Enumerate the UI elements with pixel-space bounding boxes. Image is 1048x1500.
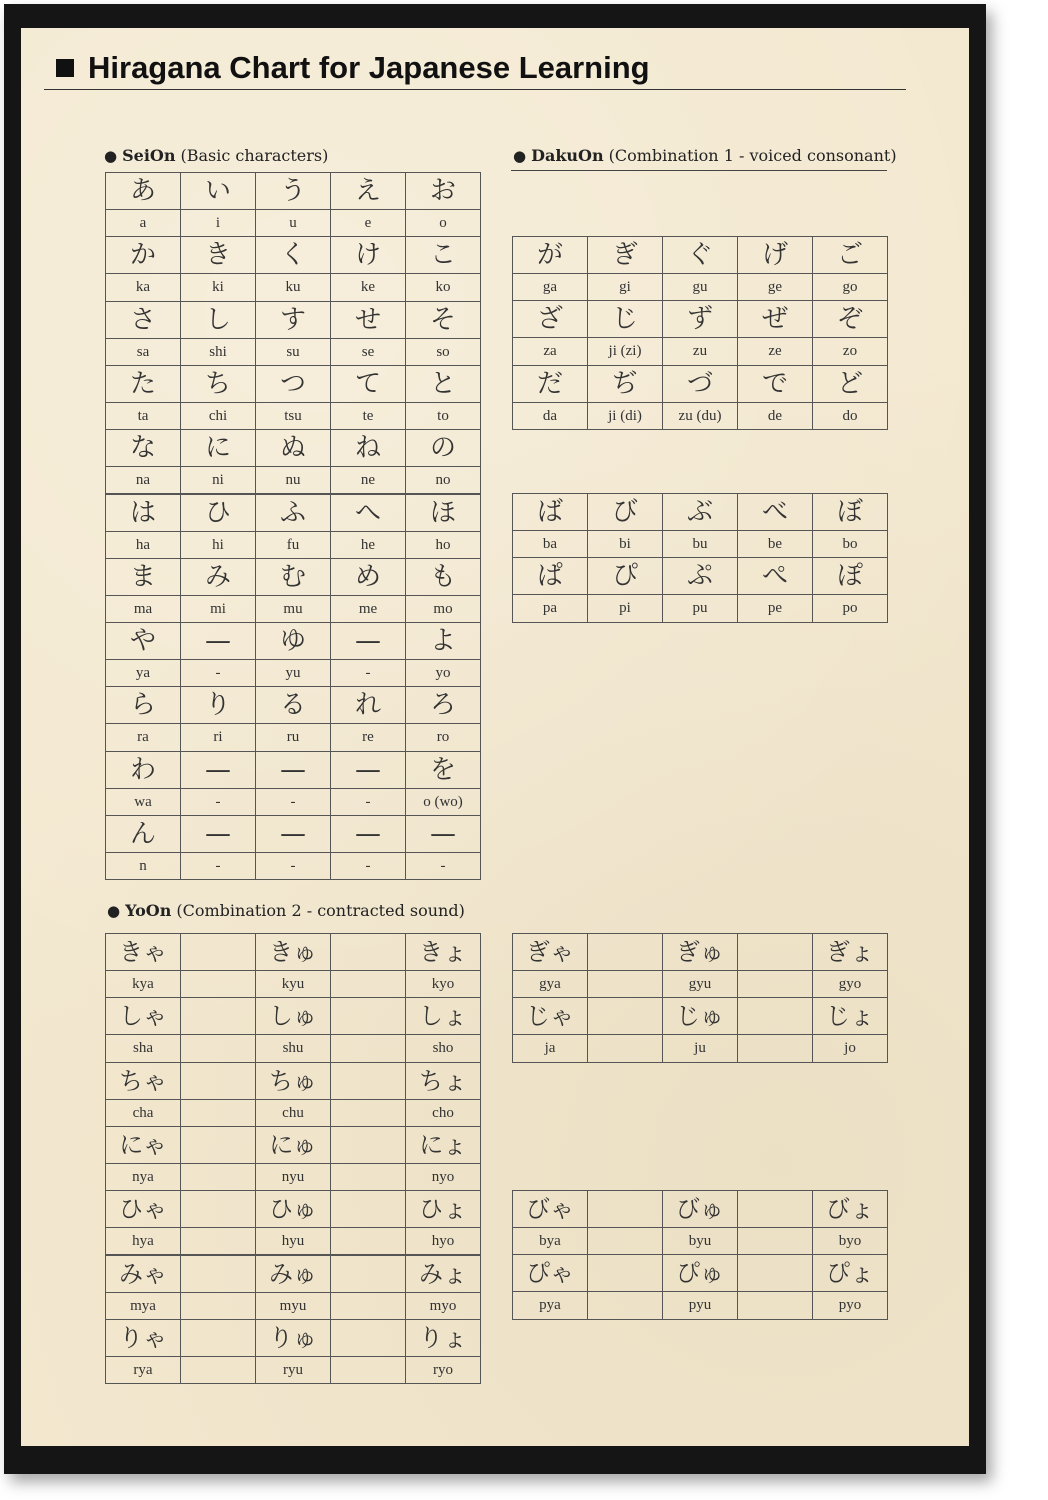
romaji-cell: - bbox=[405, 852, 481, 880]
yoon-voiced-grid-1 bbox=[512, 933, 888, 1063]
kana-cell bbox=[180, 1190, 256, 1228]
romaji-cell: pyu bbox=[662, 1291, 738, 1319]
kana-cell: にゅ bbox=[255, 1126, 331, 1164]
kana-cell: ぺ bbox=[737, 557, 813, 595]
kana-cell: ざ bbox=[512, 300, 588, 338]
kana-cell bbox=[737, 997, 813, 1035]
romaji-cell: zu (du) bbox=[662, 402, 738, 430]
kana-cell: みょ bbox=[405, 1255, 481, 1293]
kana-cell: ぽ bbox=[812, 557, 888, 595]
romaji-cell: bi bbox=[587, 530, 663, 558]
romaji-cell: hyo bbox=[405, 1227, 481, 1255]
romaji-cell bbox=[330, 1034, 406, 1062]
romaji-cell: ge bbox=[737, 273, 813, 301]
romaji-cell: hya bbox=[105, 1227, 181, 1255]
kana-cell: にょ bbox=[405, 1126, 481, 1164]
kana-cell bbox=[330, 1319, 406, 1357]
romaji-cell: bu bbox=[662, 530, 738, 558]
romaji-cell: - bbox=[180, 788, 256, 816]
chart-title-text: Hiragana Chart for Japanese Learning bbox=[88, 50, 650, 85]
kana-cell bbox=[737, 1190, 813, 1228]
kana-cell: し bbox=[180, 301, 256, 339]
kana-cell: ぎょ bbox=[812, 933, 888, 971]
kana-cell: と bbox=[405, 365, 481, 403]
kana-cell: みゅ bbox=[255, 1255, 331, 1293]
kana-cell: で bbox=[737, 365, 813, 403]
kana-cell: わ bbox=[105, 751, 181, 789]
kana-cell: じゅ bbox=[662, 997, 738, 1035]
kana-cell bbox=[737, 1254, 813, 1292]
romaji-cell: ha bbox=[105, 531, 181, 559]
kana-cell: か bbox=[105, 236, 181, 274]
kana-cell: りゃ bbox=[105, 1319, 181, 1357]
kana-cell: ちゃ bbox=[105, 1062, 181, 1100]
romaji-cell bbox=[180, 1356, 256, 1384]
kana-cell bbox=[330, 933, 406, 971]
seion-name: SeiOn bbox=[122, 146, 176, 165]
romaji-cell: ju bbox=[662, 1034, 738, 1062]
romaji-cell: so bbox=[405, 338, 481, 366]
kana-cell: ぎゃ bbox=[512, 933, 588, 971]
seion-heading bbox=[104, 146, 328, 166]
kana-cell: き bbox=[180, 236, 256, 274]
kana-cell: づ bbox=[662, 365, 738, 403]
romaji-cell: ya bbox=[105, 659, 181, 687]
romaji-cell: su bbox=[255, 338, 331, 366]
kana-cell: ひゃ bbox=[105, 1190, 181, 1228]
kana-cell: べ bbox=[737, 493, 813, 531]
romaji-cell: chu bbox=[255, 1099, 331, 1127]
romaji-cell: sha bbox=[105, 1034, 181, 1062]
romaji-cell: kya bbox=[105, 970, 181, 998]
kana-cell: く bbox=[255, 236, 331, 274]
kana-cell: ぎゅ bbox=[662, 933, 738, 971]
romaji-cell bbox=[587, 1291, 663, 1319]
kana-cell: ちょ bbox=[405, 1062, 481, 1100]
kana-cell: りゅ bbox=[255, 1319, 331, 1357]
romaji-cell: ma bbox=[105, 595, 181, 623]
romaji-cell: ho bbox=[405, 531, 481, 559]
romaji-cell: mu bbox=[255, 595, 331, 623]
romaji-cell: myo bbox=[405, 1292, 481, 1320]
kana-cell: ぴゃ bbox=[512, 1254, 588, 1292]
kana-cell: — bbox=[180, 751, 256, 789]
yoon-heading bbox=[107, 901, 465, 921]
romaji-cell bbox=[180, 1227, 256, 1255]
romaji-cell: se bbox=[330, 338, 406, 366]
kana-cell: — bbox=[405, 815, 481, 853]
kana-cell bbox=[180, 1319, 256, 1357]
kana-cell: せ bbox=[330, 301, 406, 339]
romaji-cell: ze bbox=[737, 337, 813, 365]
romaji-cell: po bbox=[812, 594, 888, 622]
romaji-cell: jo bbox=[812, 1034, 888, 1062]
kana-cell: しょ bbox=[405, 997, 481, 1035]
kana-cell: ぎ bbox=[587, 236, 663, 274]
romaji-cell: pya bbox=[512, 1291, 588, 1319]
kana-cell: ふ bbox=[255, 494, 331, 532]
title-square-icon bbox=[56, 59, 74, 77]
kana-cell: ちゅ bbox=[255, 1062, 331, 1100]
kana-cell bbox=[180, 1062, 256, 1100]
kana-cell: え bbox=[330, 172, 406, 210]
kana-cell: ぞ bbox=[812, 300, 888, 338]
kana-cell: ぬ bbox=[255, 429, 331, 467]
kana-cell: みゃ bbox=[105, 1255, 181, 1293]
kana-cell bbox=[180, 1255, 256, 1293]
romaji-cell bbox=[180, 1099, 256, 1127]
kana-cell: う bbox=[255, 172, 331, 210]
romaji-cell: bya bbox=[512, 1227, 588, 1255]
romaji-cell: - bbox=[255, 788, 331, 816]
romaji-cell: yu bbox=[255, 659, 331, 687]
yoon-grid bbox=[105, 933, 481, 1384]
kana-cell: の bbox=[405, 429, 481, 467]
kana-cell: る bbox=[255, 686, 331, 724]
romaji-cell: nya bbox=[105, 1163, 181, 1191]
kana-cell: — bbox=[255, 751, 331, 789]
kana-cell: よ bbox=[405, 622, 481, 660]
kana-cell bbox=[180, 1126, 256, 1164]
romaji-cell: za bbox=[512, 337, 588, 365]
kana-cell: ぱ bbox=[512, 557, 588, 595]
romaji-cell: no bbox=[405, 466, 481, 494]
romaji-cell: me bbox=[330, 595, 406, 623]
romaji-cell: cho bbox=[405, 1099, 481, 1127]
yoon-name: YoOn bbox=[125, 901, 172, 920]
romaji-cell: ji (di) bbox=[587, 402, 663, 430]
kana-cell: ぜ bbox=[737, 300, 813, 338]
kana-cell: ず bbox=[662, 300, 738, 338]
romaji-cell: chi bbox=[180, 402, 256, 430]
romaji-cell: gya bbox=[512, 970, 588, 998]
romaji-cell bbox=[587, 1034, 663, 1062]
romaji-cell bbox=[737, 1034, 813, 1062]
romaji-cell: u bbox=[255, 209, 331, 237]
romaji-cell: - bbox=[180, 659, 256, 687]
romaji-cell: ba bbox=[512, 530, 588, 558]
kana-cell: ど bbox=[812, 365, 888, 403]
romaji-cell: ri bbox=[180, 723, 256, 751]
kana-cell: を bbox=[405, 751, 481, 789]
romaji-cell: zo bbox=[812, 337, 888, 365]
romaji-cell: yo bbox=[405, 659, 481, 687]
dakuon-desc: (Combination 1 - voiced consonant) bbox=[608, 146, 897, 165]
kana-cell: お bbox=[405, 172, 481, 210]
kana-cell: や bbox=[105, 622, 181, 660]
romaji-cell: bo bbox=[812, 530, 888, 558]
yoon-voiced-grid-2 bbox=[512, 1190, 888, 1320]
kana-cell: じゃ bbox=[512, 997, 588, 1035]
kana-cell: め bbox=[330, 558, 406, 596]
romaji-cell: mi bbox=[180, 595, 256, 623]
kana-cell: — bbox=[330, 751, 406, 789]
kana-cell: しゃ bbox=[105, 997, 181, 1035]
romaji-cell: byo bbox=[812, 1227, 888, 1255]
kana-cell bbox=[587, 997, 663, 1035]
kana-cell: じょ bbox=[812, 997, 888, 1035]
kana-cell: — bbox=[255, 815, 331, 853]
kana-cell: げ bbox=[737, 236, 813, 274]
romaji-cell: - bbox=[255, 852, 331, 880]
romaji-cell: wa bbox=[105, 788, 181, 816]
romaji-cell: tsu bbox=[255, 402, 331, 430]
kana-cell: ひ bbox=[180, 494, 256, 532]
romaji-cell: pu bbox=[662, 594, 738, 622]
romaji-cell bbox=[330, 1292, 406, 1320]
romaji-cell: ta bbox=[105, 402, 181, 430]
kana-cell bbox=[330, 1062, 406, 1100]
kana-cell: け bbox=[330, 236, 406, 274]
kana-cell: きゅ bbox=[255, 933, 331, 971]
romaji-cell: nu bbox=[255, 466, 331, 494]
kana-cell: ち bbox=[180, 365, 256, 403]
kana-cell: ゆ bbox=[255, 622, 331, 660]
romaji-cell: ku bbox=[255, 273, 331, 301]
romaji-cell: ro bbox=[405, 723, 481, 751]
romaji-cell: pi bbox=[587, 594, 663, 622]
romaji-cell: pa bbox=[512, 594, 588, 622]
romaji-cell: - bbox=[180, 852, 256, 880]
kana-cell: あ bbox=[105, 172, 181, 210]
kana-cell: ぷ bbox=[662, 557, 738, 595]
romaji-cell: ryo bbox=[405, 1356, 481, 1384]
romaji-cell: pe bbox=[737, 594, 813, 622]
kana-cell: ひゅ bbox=[255, 1190, 331, 1228]
kana-cell: む bbox=[255, 558, 331, 596]
romaji-cell: re bbox=[330, 723, 406, 751]
romaji-cell bbox=[330, 1356, 406, 1384]
romaji-cell: ka bbox=[105, 273, 181, 301]
romaji-cell: ni bbox=[180, 466, 256, 494]
romaji-cell: - bbox=[330, 659, 406, 687]
kana-cell bbox=[737, 933, 813, 971]
romaji-cell: i bbox=[180, 209, 256, 237]
romaji-cell: zu bbox=[662, 337, 738, 365]
romaji-cell: gu bbox=[662, 273, 738, 301]
kana-cell: ぐ bbox=[662, 236, 738, 274]
romaji-cell: ryu bbox=[255, 1356, 331, 1384]
romaji-cell: o (wo) bbox=[405, 788, 481, 816]
romaji-cell bbox=[180, 1292, 256, 1320]
romaji-cell: to bbox=[405, 402, 481, 430]
romaji-cell: te bbox=[330, 402, 406, 430]
chart-title bbox=[56, 48, 916, 88]
kana-cell bbox=[180, 997, 256, 1035]
kana-cell bbox=[180, 933, 256, 971]
yoon-bullet-icon: ● bbox=[107, 902, 121, 920]
romaji-cell bbox=[330, 1099, 406, 1127]
kana-cell: ひょ bbox=[405, 1190, 481, 1228]
kana-cell: り bbox=[180, 686, 256, 724]
romaji-cell: ja bbox=[512, 1034, 588, 1062]
kana-cell: ぼ bbox=[812, 493, 888, 531]
romaji-cell: mo bbox=[405, 595, 481, 623]
romaji-cell: shu bbox=[255, 1034, 331, 1062]
kana-cell: ご bbox=[812, 236, 888, 274]
kana-cell bbox=[330, 1190, 406, 1228]
kana-cell: ほ bbox=[405, 494, 481, 532]
kana-cell: ね bbox=[330, 429, 406, 467]
kana-cell bbox=[330, 1255, 406, 1293]
romaji-cell bbox=[180, 970, 256, 998]
romaji-cell: ke bbox=[330, 273, 406, 301]
romaji-cell: byu bbox=[662, 1227, 738, 1255]
romaji-cell: ko bbox=[405, 273, 481, 301]
kana-cell: びょ bbox=[812, 1190, 888, 1228]
romaji-cell: hyu bbox=[255, 1227, 331, 1255]
kana-cell: — bbox=[180, 622, 256, 660]
kana-cell: す bbox=[255, 301, 331, 339]
romaji-cell bbox=[180, 1034, 256, 1062]
romaji-cell: - bbox=[330, 788, 406, 816]
romaji-cell bbox=[737, 970, 813, 998]
romaji-cell: o bbox=[405, 209, 481, 237]
kana-cell: こ bbox=[405, 236, 481, 274]
kana-cell: そ bbox=[405, 301, 481, 339]
romaji-cell: go bbox=[812, 273, 888, 301]
romaji-cell bbox=[737, 1291, 813, 1319]
kana-cell: だ bbox=[512, 365, 588, 403]
romaji-cell: ga bbox=[512, 273, 588, 301]
romaji-cell: da bbox=[512, 402, 588, 430]
kana-cell: びゅ bbox=[662, 1190, 738, 1228]
kana-cell: ぢ bbox=[587, 365, 663, 403]
kana-cell: が bbox=[512, 236, 588, 274]
kana-cell: み bbox=[180, 558, 256, 596]
kana-cell: も bbox=[405, 558, 481, 596]
romaji-cell: sho bbox=[405, 1034, 481, 1062]
romaji-cell: e bbox=[330, 209, 406, 237]
romaji-cell: myu bbox=[255, 1292, 331, 1320]
kana-cell: ぴょ bbox=[812, 1254, 888, 1292]
kana-cell bbox=[330, 997, 406, 1035]
dakuon-bullet-icon: ● bbox=[513, 147, 527, 165]
romaji-cell: gyo bbox=[812, 970, 888, 998]
romaji-cell: gyu bbox=[662, 970, 738, 998]
kana-cell: きゃ bbox=[105, 933, 181, 971]
romaji-cell: nyu bbox=[255, 1163, 331, 1191]
kana-cell: — bbox=[330, 622, 406, 660]
romaji-cell bbox=[737, 1227, 813, 1255]
romaji-cell: pyo bbox=[812, 1291, 888, 1319]
kana-cell: ぴゅ bbox=[662, 1254, 738, 1292]
kana-cell: て bbox=[330, 365, 406, 403]
yoon-desc: (Combination 2 - contracted sound) bbox=[176, 901, 465, 920]
kana-cell: さ bbox=[105, 301, 181, 339]
romaji-cell bbox=[330, 1227, 406, 1255]
kana-cell: きょ bbox=[405, 933, 481, 971]
romaji-cell: ne bbox=[330, 466, 406, 494]
kana-cell bbox=[330, 1126, 406, 1164]
romaji-cell bbox=[330, 970, 406, 998]
kana-cell: び bbox=[587, 493, 663, 531]
title-rule bbox=[44, 89, 906, 90]
dakuon-name: DakuOn bbox=[531, 146, 604, 165]
dakuon-rule bbox=[511, 170, 887, 171]
romaji-cell: fu bbox=[255, 531, 331, 559]
romaji-cell: ra bbox=[105, 723, 181, 751]
seion-grid bbox=[105, 172, 481, 880]
romaji-cell bbox=[587, 1227, 663, 1255]
dakuon-heading bbox=[513, 146, 897, 166]
kana-cell: ら bbox=[105, 686, 181, 724]
kana-cell bbox=[587, 1254, 663, 1292]
romaji-cell: sa bbox=[105, 338, 181, 366]
romaji-cell: de bbox=[737, 402, 813, 430]
dakuon-grid-1 bbox=[512, 236, 888, 430]
romaji-cell: he bbox=[330, 531, 406, 559]
kana-cell: つ bbox=[255, 365, 331, 403]
romaji-cell: kyu bbox=[255, 970, 331, 998]
romaji-cell: - bbox=[330, 852, 406, 880]
kana-cell: — bbox=[330, 815, 406, 853]
romaji-cell: be bbox=[737, 530, 813, 558]
romaji-cell: nyo bbox=[405, 1163, 481, 1191]
kana-cell: — bbox=[180, 815, 256, 853]
romaji-cell: ji (zi) bbox=[587, 337, 663, 365]
kana-cell: ん bbox=[105, 815, 181, 853]
romaji-cell: n bbox=[105, 852, 181, 880]
kana-cell: ぶ bbox=[662, 493, 738, 531]
kana-cell: ぴ bbox=[587, 557, 663, 595]
kana-cell: た bbox=[105, 365, 181, 403]
romaji-cell: rya bbox=[105, 1356, 181, 1384]
kana-cell: ま bbox=[105, 558, 181, 596]
seion-bullet-icon: ● bbox=[104, 147, 118, 165]
kana-cell: ろ bbox=[405, 686, 481, 724]
kana-cell: りょ bbox=[405, 1319, 481, 1357]
dakuon-grid-2 bbox=[512, 493, 888, 623]
romaji-cell: ki bbox=[180, 273, 256, 301]
romaji-cell: kyo bbox=[405, 970, 481, 998]
romaji-cell: gi bbox=[587, 273, 663, 301]
romaji-cell bbox=[330, 1163, 406, 1191]
kana-cell: は bbox=[105, 494, 181, 532]
romaji-cell bbox=[180, 1163, 256, 1191]
romaji-cell: hi bbox=[180, 531, 256, 559]
romaji-cell: cha bbox=[105, 1099, 181, 1127]
seion-desc: (Basic characters) bbox=[180, 146, 329, 165]
romaji-cell: shi bbox=[180, 338, 256, 366]
kana-cell bbox=[587, 933, 663, 971]
romaji-cell: na bbox=[105, 466, 181, 494]
kana-cell: しゅ bbox=[255, 997, 331, 1035]
kana-cell: にゃ bbox=[105, 1126, 181, 1164]
kana-cell: な bbox=[105, 429, 181, 467]
romaji-cell bbox=[587, 970, 663, 998]
romaji-cell: ru bbox=[255, 723, 331, 751]
kana-cell: い bbox=[180, 172, 256, 210]
kana-cell: じ bbox=[587, 300, 663, 338]
romaji-cell: mya bbox=[105, 1292, 181, 1320]
kana-cell: へ bbox=[330, 494, 406, 532]
kana-cell: に bbox=[180, 429, 256, 467]
kana-cell: ば bbox=[512, 493, 588, 531]
kana-cell: びゃ bbox=[512, 1190, 588, 1228]
romaji-cell: do bbox=[812, 402, 888, 430]
kana-cell: れ bbox=[330, 686, 406, 724]
romaji-cell: a bbox=[105, 209, 181, 237]
kana-cell bbox=[587, 1190, 663, 1228]
